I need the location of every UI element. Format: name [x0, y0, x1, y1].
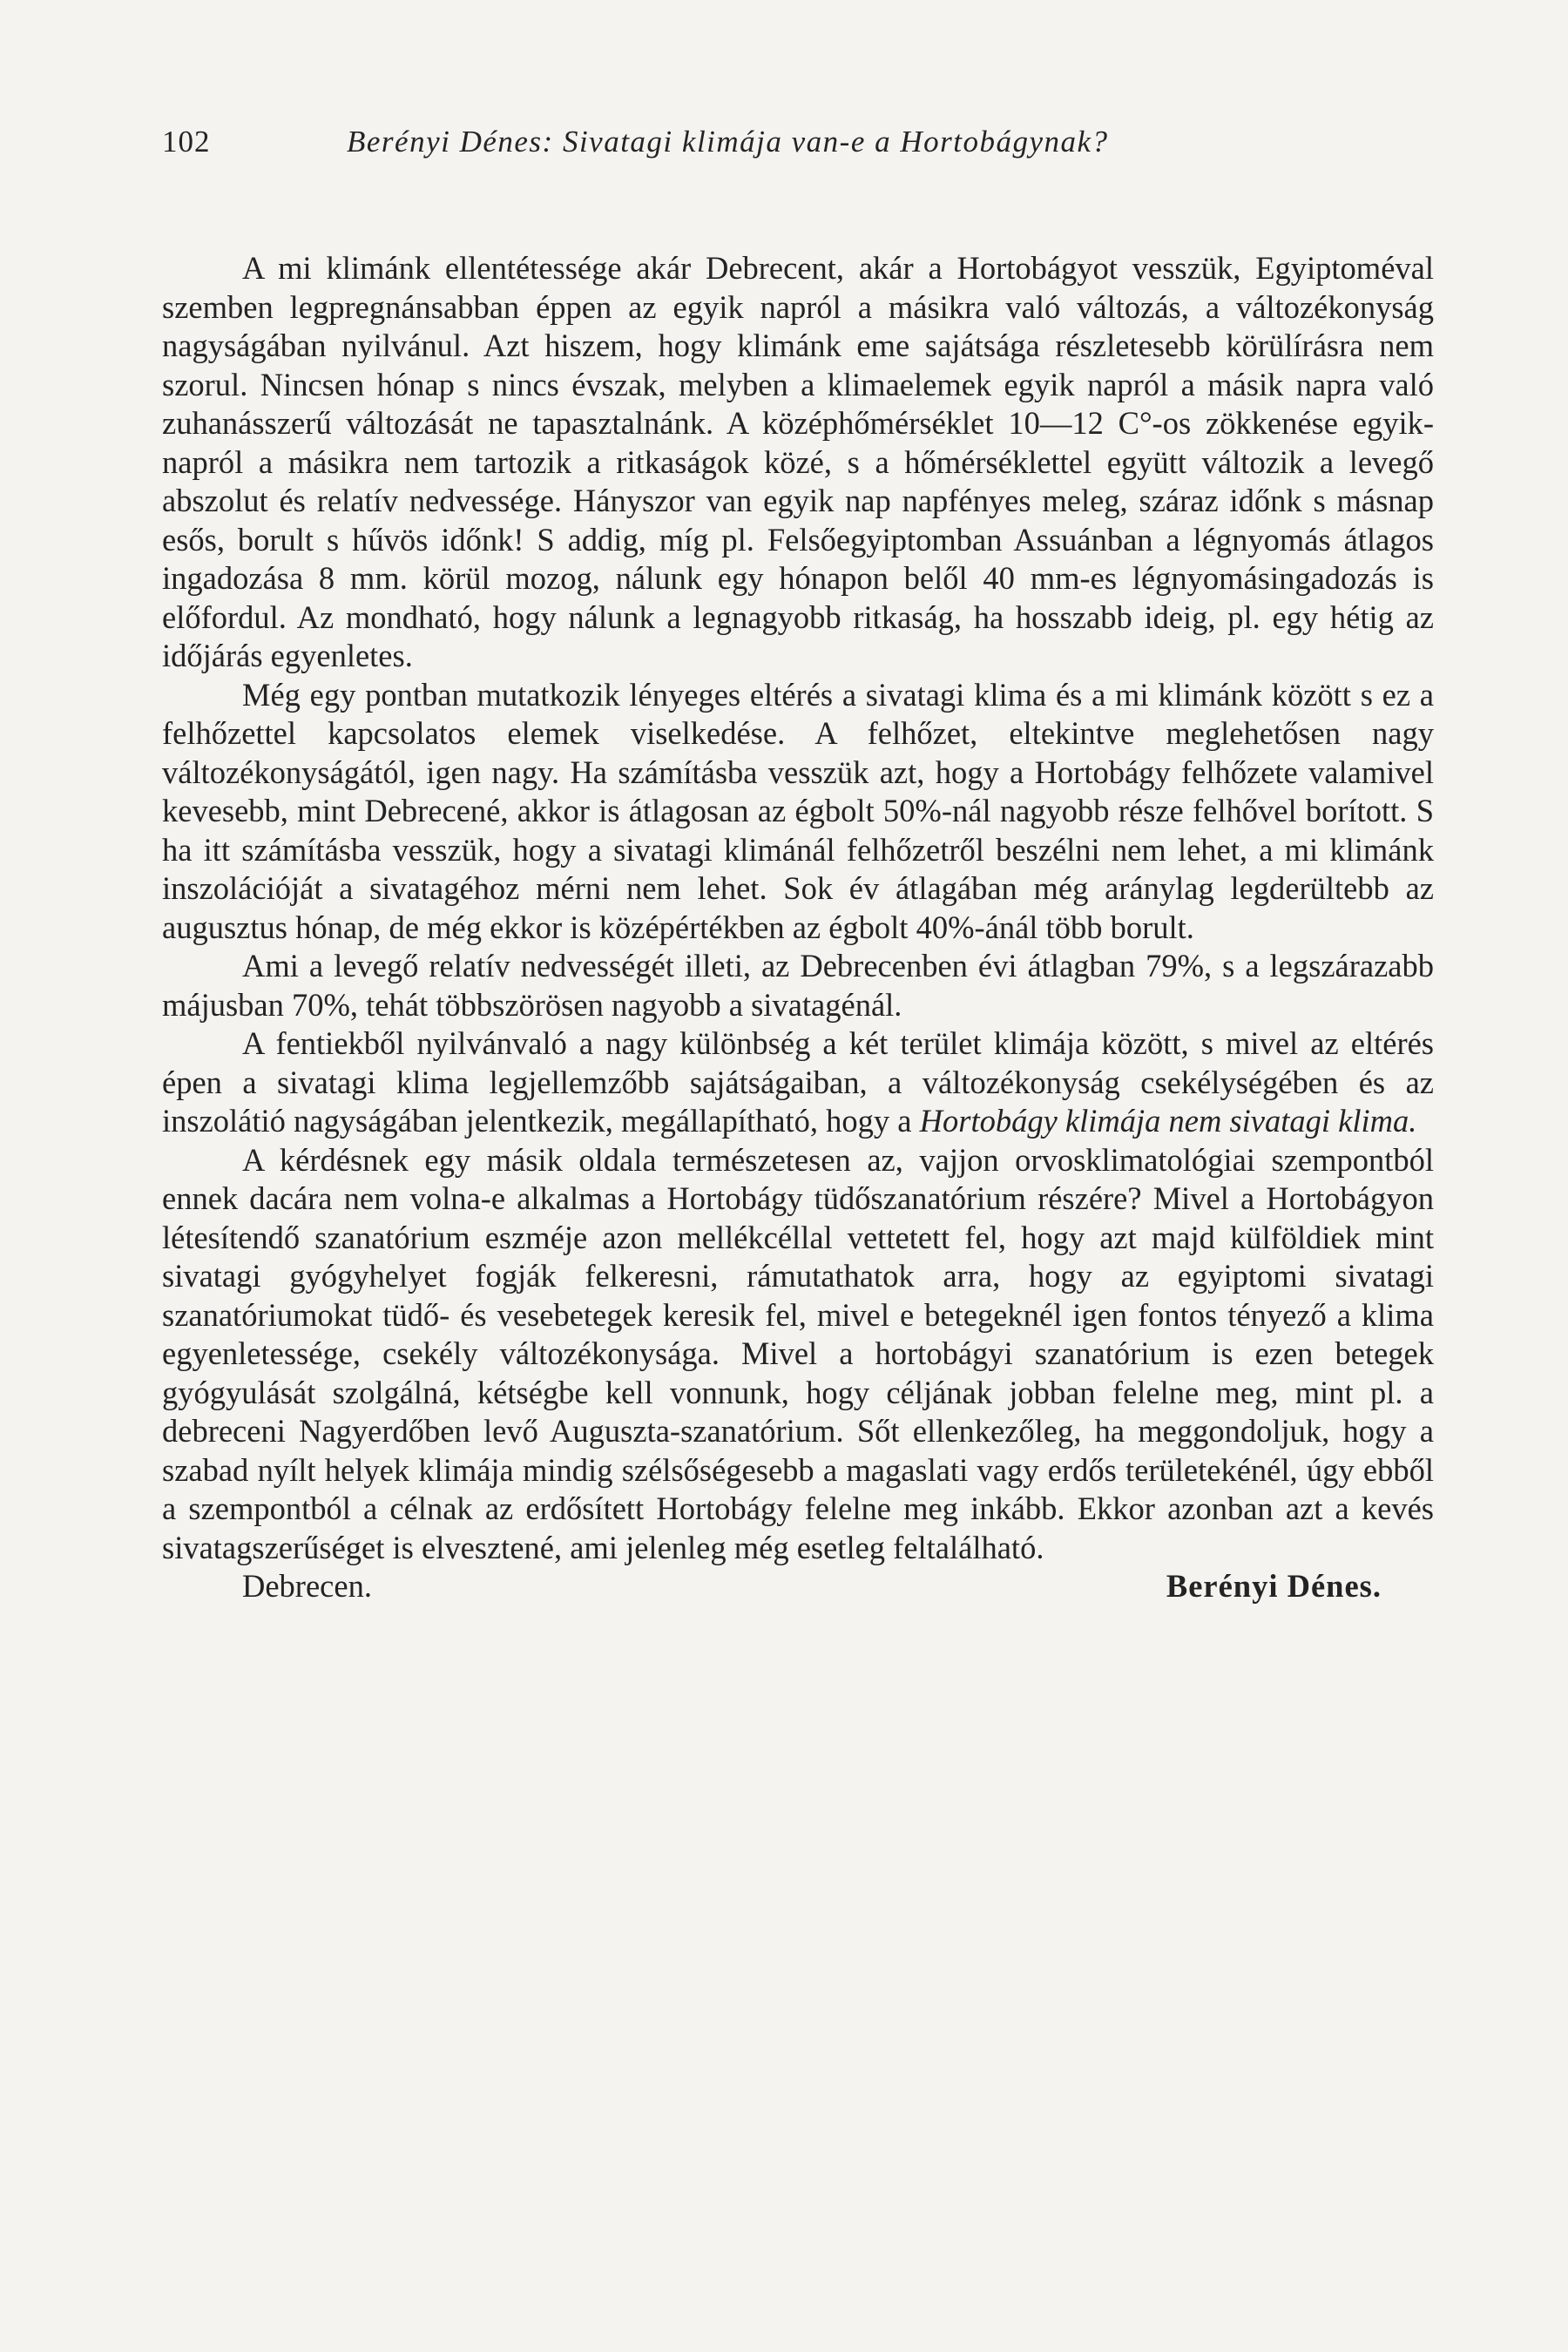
- paragraph-conclusion: [162, 1024, 1434, 1141]
- paragraph-humidity: Ami a levegő relatív nedvességét illeti, az Debrecenben évi átlagban 79%, s a legszárazabb májusban 70%, tehát többszörösen nagyobb a sivatagénál.: [162, 948, 1434, 1023]
- page-number: 102: [162, 125, 211, 159]
- paragraph-cloudiness: Még egy pontban mutatkozik lényeges eltérés a sivatagi klima és a mi klimánk között s ez a felhőzettel kapcsolatos elemek viselkedése. A felhőzet, eltekintve meglehetősen nagy változékonyságától, igen nagy. Ha számításba vesszük azt, hogy a Hortobágy felhőzete valamivel kevesebb, mint Debrecené, akkor is átlagosan az égbolt 50%-nál nagyobb része felhővel borított. S ha itt számításba vesszük, hogy a sivatagi klimánál felhőzetről beszélni nem lehet, a mi klimánk inszolációját a sivatagéhoz mérni nem lehet. Sok év átlagában még aránylag legderültebb az augusztus hónap, de még ekkor is középértékben az égbolt 40%-ánál több borult.: [162, 676, 1434, 945]
- signoff-place: Debrecen.: [242, 1568, 372, 1604]
- author-signature: Berényi Dénes.: [1166, 1568, 1382, 1604]
- page-header: [162, 125, 1434, 168]
- running-head: Berényi Dénes: Sivatagi klimája van-e a Hortobágynak?: [347, 125, 1109, 159]
- paragraph-variability: A mi klimánk ellentétessége akár Debrecent, akár a Hortobágyot vesszük, Egyiptoméval szemben legpregnánsabban éppen az egyik napról a másikra való változás, a változékonyság nagyságában nyilvánul. Azt hiszem, hogy klimánk eme sajátsága részletesebb körülírásra nem szorul. Nincsen hónap s nincs évszak, melyben a klimaelemek egyik napról a másik napra való zuhanásszerű változását ne tapasztalnánk. A középhőmérséklet 10—12 C°-os zökkenése egyik-napról a másikra nem tartozik a ritkaságok közé, s a hőmérséklettel együtt változik a levegő abszolut és relatív nedvessége. Hányszor van egyik nap napfényes meleg, száraz időnk s másnap esős, borult s hűvös időnk! S addig, míg pl. Felsőegyiptomban Assuánban a légnyomás átlagos ingadozása 8 mm. körül mozog, nálunk egy hónapon belől 40 mm-es légnyomásingadozás is előfordul. Az mondható, hogy nálunk a legnagyobb ritkaság, ha hosszabb ideig, pl. egy hétig az időjárás egyenletes.: [162, 250, 1434, 673]
- conclusion-text: A fentiekből nyilvánvaló a nagy különbség a két terület klimája között, s mivel az eltérés épen a sivatagi klima legjellemzőbb sajátságaiban, a változékonyság csekélységében és az inszolátió nagyságában jelentkezik, megállapítható, hogy a: [162, 1025, 1434, 1139]
- conclusion-emphasis: Hortobágy klimája nem sivatagi klima.: [919, 1103, 1417, 1139]
- signoff: [162, 1567, 1434, 1606]
- article-body: [162, 249, 1434, 1606]
- paragraph-sanatorium: A kérdésnek egy másik oldala természetesen az, vajjon orvosklimatológiai szempontból ennek dacára nem volna-e alkalmas a Hortobágy tüdőszanatórium részére? Mivel a Hortobágyon létesítendő szanatórium eszméje azon mellékcéllal vettetett fel, hogy azt majd külföldiek mint sivatagi gyógyhelyet fogják felkeresni, rámutathatok arra, hogy az egyiptomi sivatagi szanatóriumokat tüdő- és vesebetegek keresik fel, mivel e betegeknél igen fontos tényező a klima egyenletessége, csekély változékonysága. Mivel a hortobágyi szanatórium is ezen betegek gyógyulását szolgálná, kétségbe kell vonnunk, hogy céljának jobban felelne meg, mint pl. a debreceni Nagyerdőben levő Auguszta-szanatórium. Sőt ellenkezőleg, ha meggondoljuk, hogy a szabad nyílt helyek klimája mindig szélsőségesebb a magaslati vagy erdős területekénél, úgy ebből a szempontból a célnak az erdősített Hortobágy felelne meg inkább. Ekkor azonban azt a kevés sivatagszerűséget is elvesztené, ami jelenleg még esetleg feltalálható.: [162, 1141, 1434, 1565]
